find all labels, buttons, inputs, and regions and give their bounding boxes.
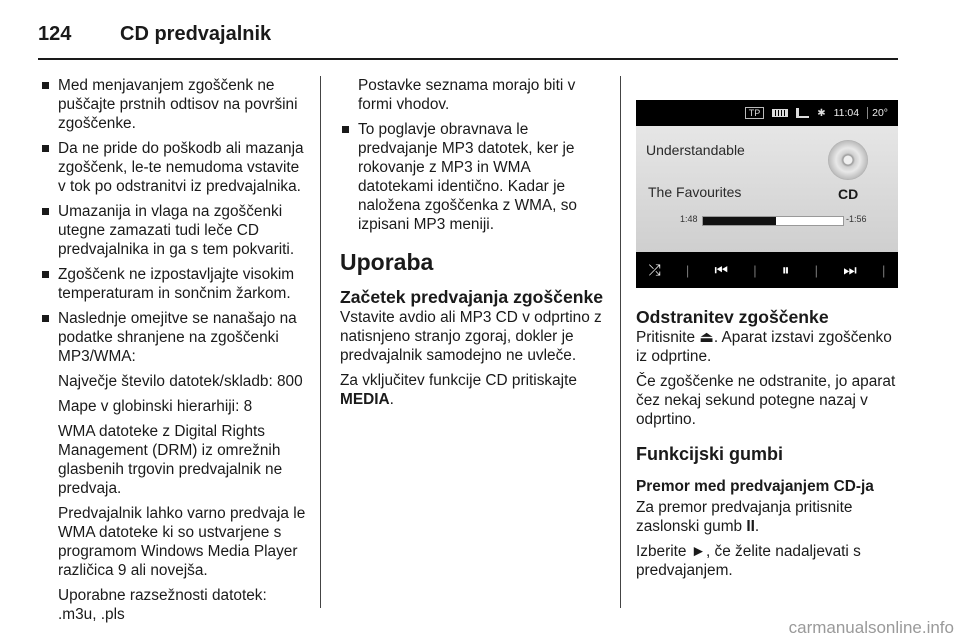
control-bar: [636, 252, 898, 288]
page-number: 124: [38, 22, 72, 45]
sub-paragraph: Predvajalnik lahko varno predvaja le WMA datoteke ki so ustvarjene s programom Windows Media Player različica 9 ali novejša.: [58, 505, 306, 579]
pause-button-label: II: [746, 518, 755, 535]
remaining-time: -1:56: [846, 214, 867, 224]
now-playing-panel: [636, 126, 898, 252]
column-2: [340, 76, 608, 415]
continued-paragraph: Postavke seznama morajo biti v formi vhodov.: [358, 77, 576, 113]
paragraph-text: Za vključitev funkcije CD pritiskajte: [340, 372, 577, 389]
paragraph: Vstavite avdio ali MP3 CD v odprtino z natisnjeno stranjo zgoraj, dokler je predvajalnik samodejno ne uvleče.: [340, 309, 602, 364]
header-rule: [38, 58, 898, 60]
subsection-heading: Funkcijski gumbi: [636, 444, 784, 464]
list-item: Umazanija in vlaga na zgoščenki utegne zamazati tudi leče CD predvajalnika in ga s tem pokvariti.: [40, 202, 308, 259]
sub-paragraph: WMA datoteke z Digital Rights Management (DRM) iz omrežnih glasbenih trgovin predvajalnik ne predvaja.: [58, 423, 283, 497]
paragraph-text: .: [754, 518, 760, 535]
list-item: Naslednje omejitve se nanašajo na podatke shranjene na zgoščenki MP3/WMA:: [40, 309, 308, 366]
subsection-heading: Odstranitev zgoščenke: [636, 307, 829, 327]
bluetooth-icon: ✱: [817, 107, 826, 119]
column-divider: [620, 76, 621, 608]
list-item: Zgoščenk ne izpostavljajte visokim temperaturam in sončnim žarkom.: [40, 265, 308, 303]
status-bar: [636, 100, 898, 126]
previous-track-icon[interactable]: ⏮: [714, 261, 728, 279]
signal-icon: [796, 108, 809, 118]
column-divider: [320, 76, 321, 608]
subsection-heading: Začetek predvajanja zgoščenke: [340, 287, 604, 307]
sub-paragraph: Največje število datotek/skladb: 800: [58, 373, 303, 390]
page-title: CD predvajalnik: [120, 22, 272, 45]
paragraph: Če zgoščenke ne odstranite, jo aparat čez nekaj sekund potegne nazaj v odprtino.: [636, 373, 896, 428]
track-title: Understandable: [646, 142, 745, 158]
sub-paragraph: Mape v globinski hierarhiji: 8: [58, 398, 253, 415]
list-item: Med menjavanjem zgoščenk ne puščajte prstnih odtisov na površini zgoščenke.: [40, 76, 308, 133]
sub-paragraph: Uporabne razsežnosti datotek: .m3u, .pls: [58, 587, 267, 623]
elapsed-time: 1:48: [680, 214, 698, 224]
separator: |: [881, 262, 886, 278]
minor-heading: Premor med predvajanjem CD-ja: [636, 478, 874, 495]
paragraph-text: Za premor predvajanja pritisnite zaslonski gumb: [636, 499, 853, 535]
progress-bar[interactable]: [702, 216, 844, 226]
media-button-label: MEDIA: [340, 391, 390, 408]
separator: |: [814, 262, 818, 278]
source-label: CD: [838, 186, 859, 202]
column-1: [40, 76, 308, 630]
disc-icon: [828, 140, 868, 180]
album-title: The Favourites: [648, 184, 742, 200]
battery-icon: [772, 109, 788, 117]
temperature: 20°: [867, 107, 888, 119]
list-item: Da ne pride do poškodb ali mazanja zgoščenk, le-te nemudoma vstavite v tok po odstranitvi iz predvajalnika.: [40, 139, 308, 196]
watermark-logo: carmanualsonline.info: [788, 618, 954, 637]
next-track-icon[interactable]: ⏭: [843, 261, 857, 279]
list-item: To poglavje obravnava le predvajanje MP3 datotek, ker je rokovanje z MP3 in WMA datotekami identično. Kadar je naložena zgoščenka z WMA, so izpisani MP3 meniji.: [340, 120, 608, 234]
separator: |: [753, 262, 757, 278]
pause-icon[interactable]: ⏸: [781, 261, 790, 279]
paragraph: [636, 498, 906, 536]
tp-indicator: TP: [745, 107, 765, 119]
page-header: [38, 14, 271, 54]
paragraph: Pritisnite ⏏. Aparat izstavi zgoščenko iz odprtine.: [636, 329, 892, 365]
paragraph: Izberite ►, če želite nadaljevati s predvajanjem.: [636, 543, 861, 579]
section-heading: Uporaba: [340, 249, 434, 275]
paragraph: [340, 371, 608, 409]
shuffle-icon[interactable]: ⤮: [648, 261, 661, 279]
paragraph-text: .: [389, 391, 394, 408]
progress-fill: [703, 217, 776, 225]
cd-player-screen: [636, 100, 898, 288]
clock: 11:04: [833, 107, 860, 119]
separator: |: [685, 262, 690, 278]
column-3: [636, 306, 906, 586]
